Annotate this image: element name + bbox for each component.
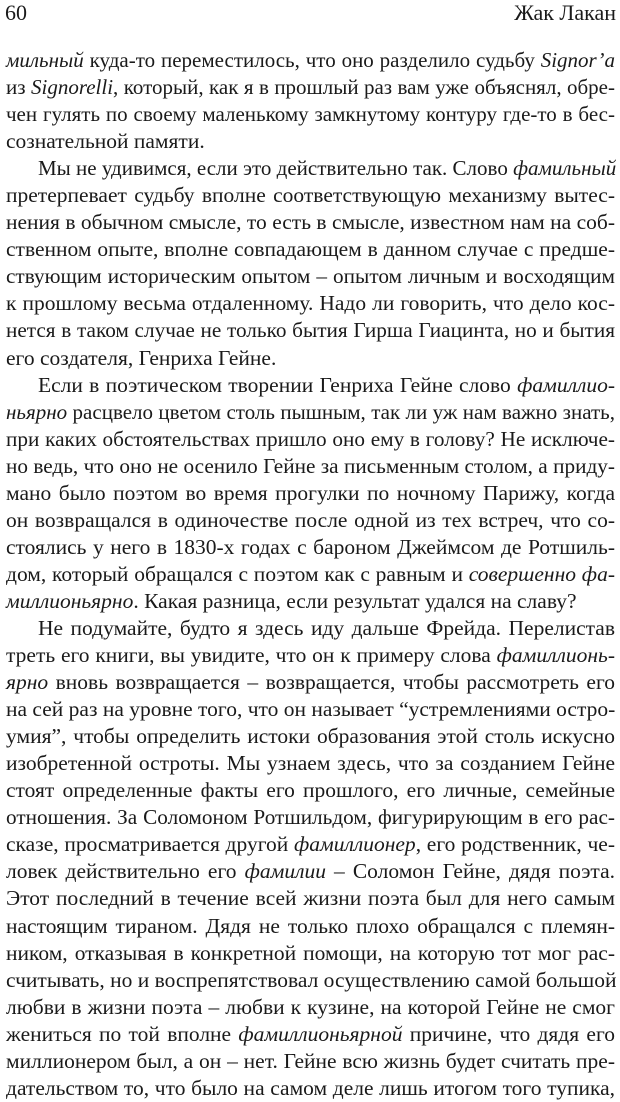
text-segment: из [6, 75, 31, 100]
text-line [6, 561, 615, 588]
text-line [6, 47, 615, 74]
text-line [6, 588, 615, 615]
text-line [6, 615, 615, 642]
italic-term: фамиллио- [517, 372, 615, 397]
text-line [6, 913, 615, 940]
text-segment: чен гулять по своему маленькому замкнутому контуру где-то в бес- [6, 102, 615, 127]
text-segment: Не подумайте, будто я здесь иду дальше Фрейда. Перелистав [38, 615, 615, 640]
text-segment: , его родственник, че- [415, 832, 615, 857]
text-segment: сознательной памяти. [6, 129, 205, 154]
text-line [6, 831, 615, 858]
text-segment: при каких обстоятельствах пришло оно ему в голову? Не исключе- [6, 426, 615, 451]
text-segment: ником, отказывая в конкретной помощи, на которую тот мог рас- [6, 940, 615, 965]
italic-term: фамиллионер [293, 832, 416, 857]
text-line [6, 74, 615, 101]
italic-term: Signorelli [30, 75, 114, 100]
text-line [6, 399, 615, 426]
text-segment: , который, как я в прошлый раз вам уже объяснял, обре- [113, 75, 616, 100]
text-line [6, 1075, 615, 1102]
text-segment: на сей раз на уровне того, что он называет “устремлениями остро- [6, 697, 616, 722]
text-line [6, 209, 615, 236]
text-segment: он возвращался в одиночестве после одной из тех встреч, что со- [6, 507, 615, 532]
text-line [6, 750, 615, 777]
text-line [6, 1021, 615, 1048]
text-segment: стоят определенные факты его прошлого, его личные, семейные [6, 778, 615, 803]
text-segment: Если в поэтическом творении Генриха Гейне слово [38, 372, 518, 397]
italic-term: фамилии [244, 859, 326, 884]
italic-term: фамиллионьярной [238, 1021, 403, 1046]
text-line [6, 263, 615, 290]
text-line [6, 182, 615, 209]
text-segment: умия”, чтобы определить истоки образования этой столь искусно [6, 724, 615, 749]
text-segment: считывать, но и воспрепятствовал осуществлению самой большой [6, 967, 617, 992]
text-segment: но ведь, что оно не осенило Гейне за письменным столом, а приду- [6, 453, 615, 478]
text-line [6, 128, 615, 155]
text-segment: – Соломон Гейне, дядя поэта. [325, 859, 615, 884]
text-segment: ственном опыте, вполне совпадающем в данном случае с предше- [6, 237, 615, 262]
text-segment: к прошлому весьма отдаленному. Надо ли говорить, что дело кос- [6, 291, 615, 316]
running-head: Жак Лакан [514, 0, 616, 25]
text-line [6, 858, 615, 885]
text-line [6, 426, 615, 453]
italic-term: ньярно [6, 399, 68, 424]
text-line [6, 372, 615, 399]
text-segment: изобретенной остроты. Мы узнаем здесь, что за созданием Гейне [6, 751, 615, 776]
text-line [6, 804, 615, 831]
text-line [6, 534, 615, 561]
italic-term: мильный [6, 48, 84, 72]
italic-term: фамильный [513, 156, 617, 181]
text-segment: претерпевает судьбу вполне соответствующую механизму вытес- [6, 183, 615, 208]
text-line [6, 236, 615, 263]
text-segment: ловек действительно его [6, 859, 245, 884]
text-segment: миллионером был, а он – нет. Гейне всю жизнь будет считать пре- [6, 1048, 615, 1073]
page-number: 60 [5, 0, 27, 25]
italic-term: миллионьярно [6, 588, 134, 613]
text-segment: жениться по той вполне [6, 1021, 239, 1046]
text-segment: настоящим тираном. Дядя не только плохо обращался с племян- [6, 913, 615, 938]
text-line [6, 642, 615, 669]
italic-term: Signor’a [540, 48, 615, 72]
text-segment: любви в жизни поэта – любви к кузине, на которой Гейне не смог [6, 994, 615, 1019]
text-line [6, 290, 615, 317]
text-segment: куда-то переместилось, что оно разделило судьбу [83, 48, 541, 72]
text-line [6, 940, 615, 967]
italic-term: ярно [6, 670, 49, 695]
text-line [6, 1048, 615, 1075]
text-segment: его создателя, Генриха Гейне. [6, 345, 277, 370]
text-segment: . Какая разница, если результат удался на славу? [133, 588, 577, 613]
text-line [6, 480, 615, 507]
text-line [6, 994, 615, 1021]
italic-term: совершенно фа- [468, 561, 615, 586]
text-segment: стоялись у него в 1830-х годах с бароном Джеймсом де Ротшиль- [6, 534, 615, 559]
text-segment: треть его книги, вы увидите, что он к примеру слова [6, 643, 497, 668]
text-line [6, 453, 615, 480]
text-line [6, 507, 615, 534]
text-segment: отношения. За Соломоном Ротшильдом, фигурирующим в его рас- [6, 805, 615, 830]
text-line [6, 317, 615, 344]
text-segment: дом, который обращался с поэтом как с равным и [6, 561, 469, 586]
text-segment: вновь возвращается – возвращается, чтобы рассмотреть его [48, 670, 615, 695]
text-segment: дательством то, что было на самом деле лишь итогом того тупика, [6, 1075, 615, 1100]
text-segment: сказе, просматривается другой [6, 832, 294, 857]
text-line [6, 155, 615, 182]
text-segment: ствующим историческим опытом – опытом личным и восходящим [6, 264, 615, 289]
text-segment: нения в обычном смысле, то есть в смысле, известном нам на соб- [6, 210, 615, 235]
text-line [6, 777, 615, 804]
text-line [6, 101, 615, 128]
text-segment: нется в таком случае не только бытия Гирша Гиацинта, но и бытия [6, 318, 615, 343]
text-line [6, 967, 615, 994]
text-segment: причине, что дядя его [402, 1021, 615, 1046]
text-segment: мано было поэтом во время прогулки по ночному Парижу, когда [6, 480, 615, 505]
text-segment: расцвело цветом столь пышным, так ли уж нам важно знать, [67, 399, 615, 424]
text-line [6, 345, 615, 372]
body-text [6, 47, 615, 1102]
italic-term: фамиллионь- [496, 643, 615, 668]
text-segment: Этот последний в течение всей жизни поэта был для него самым [6, 886, 615, 911]
text-line [6, 669, 615, 696]
text-line [6, 885, 615, 912]
text-line [6, 723, 615, 750]
text-line [6, 696, 615, 723]
text-segment: Мы не удивимся, если это действительно так. Слово [38, 156, 514, 181]
